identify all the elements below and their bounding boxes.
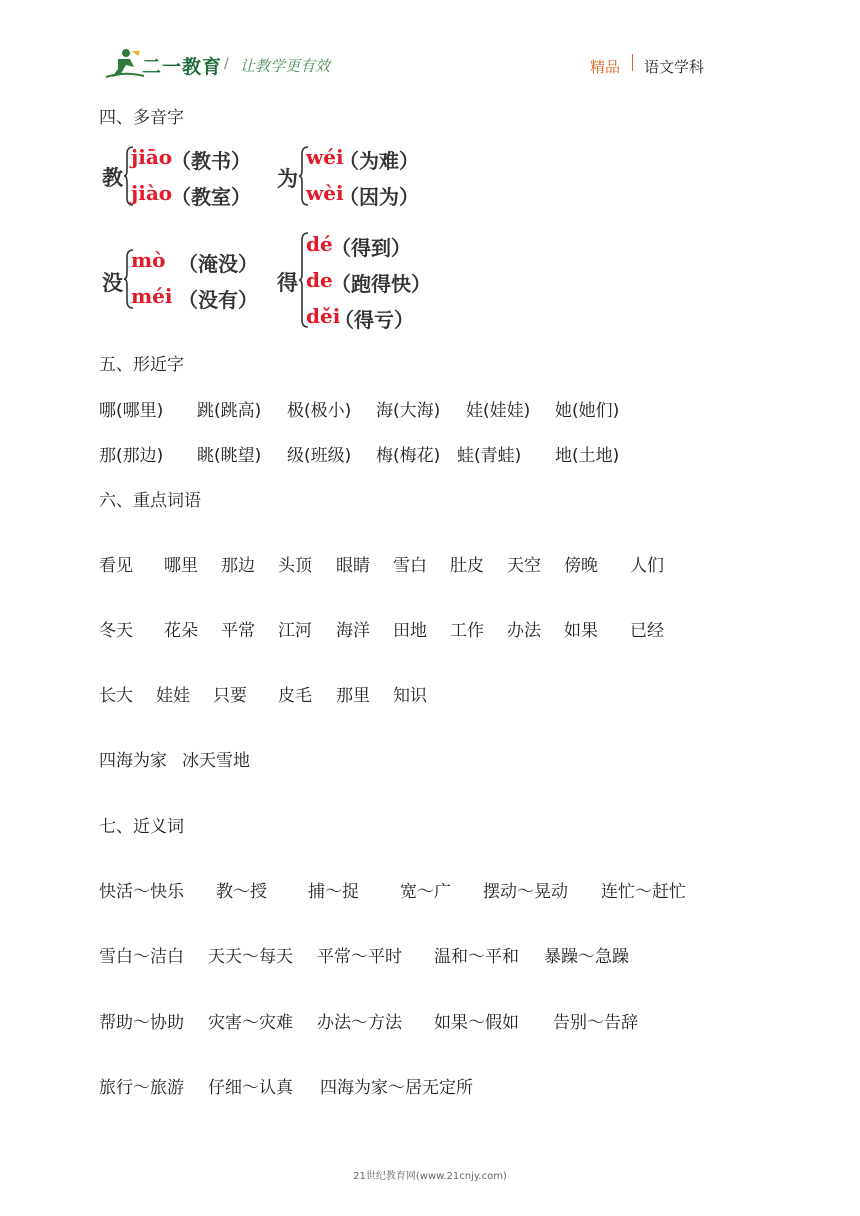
section-title-key-words: 六、重点词语 xyxy=(99,491,201,511)
keyword-item: 娃娃 xyxy=(156,686,190,706)
synonym-pair: 雪白～洁白 xyxy=(99,947,184,967)
keyword-item: 冰天雪地 xyxy=(182,751,250,771)
section-title-synonyms: 七、近义词 xyxy=(99,817,184,837)
synonym-pair: 宽～广 xyxy=(400,882,451,902)
similar-char-item: 蛙(青蛙) xyxy=(457,446,522,466)
similar-char-item: 地(土地) xyxy=(555,446,620,466)
keyword-item: 只要 xyxy=(213,686,247,706)
synonym-pair: 教～授 xyxy=(216,882,267,902)
keyword-item: 长大 xyxy=(99,686,133,706)
example-word: （跑得快） xyxy=(331,272,431,296)
synonym-pair: 温和～平和 xyxy=(434,947,519,967)
similar-char-item: 海(大海) xyxy=(376,401,441,421)
example-word: （因为） xyxy=(339,185,419,209)
pinyin: wèi xyxy=(306,181,344,205)
keyword-item: 田地 xyxy=(393,621,427,641)
example-word: （教室） xyxy=(171,185,251,209)
similar-char-item: 那(那边) xyxy=(99,446,164,466)
keyword-item: 雪白 xyxy=(393,556,427,576)
synonym-pair: 连忙～赶忙 xyxy=(601,882,686,902)
similar-char-item: 眺(眺望) xyxy=(197,446,262,466)
pinyin: de xyxy=(306,268,333,292)
similar-char-item: 级(班级) xyxy=(287,446,352,466)
pinyin: děi xyxy=(306,304,341,328)
example-word: （得到） xyxy=(331,236,411,260)
header-separator xyxy=(632,54,633,71)
brand-name: 二一教育 xyxy=(142,56,223,78)
similar-char-item: 极(极小) xyxy=(287,401,352,421)
polyphone-char: 没 xyxy=(102,270,123,295)
quality-label: 精品 xyxy=(590,58,621,76)
synonym-pair: 暴躁～急躁 xyxy=(544,947,629,967)
similar-char-item: 梅(梅花) xyxy=(376,446,441,466)
synonym-pair: 灾害～灾难 xyxy=(208,1013,293,1033)
keyword-item: 花朵 xyxy=(164,621,198,641)
example-word: （得亏） xyxy=(334,308,414,332)
keyword-item: 头顶 xyxy=(278,556,312,576)
synonym-pair: 办法～方法 xyxy=(317,1013,402,1033)
keyword-item: 冬天 xyxy=(99,621,133,641)
example-word: （教书） xyxy=(171,149,251,173)
header-divider-slash: / xyxy=(224,56,229,72)
example-word: （淹没） xyxy=(178,252,258,276)
brand-slogan: 让教学更有效 xyxy=(240,57,331,75)
similar-char-item: 她(她们) xyxy=(555,401,620,421)
keyword-item: 眼睛 xyxy=(336,556,370,576)
keyword-item: 办法 xyxy=(507,621,541,641)
keyword-item: 知识 xyxy=(393,686,427,706)
keyword-item: 已经 xyxy=(630,621,664,641)
synonym-pair: 告别～告辞 xyxy=(553,1013,638,1033)
keyword-item: 哪里 xyxy=(164,556,198,576)
keyword-item: 傍晚 xyxy=(564,556,598,576)
keyword-item: 人们 xyxy=(630,556,664,576)
similar-char-item: 哪(哪里) xyxy=(99,401,164,421)
example-word: （没有） xyxy=(178,288,258,312)
polyphone-char: 教 xyxy=(102,165,123,190)
synonym-pair: 帮助～协助 xyxy=(99,1013,184,1033)
pinyin: dé xyxy=(306,232,333,256)
keyword-item: 江河 xyxy=(278,621,312,641)
keyword-item: 海洋 xyxy=(336,621,370,641)
polyphone-char: 为 xyxy=(277,166,298,191)
keyword-item: 四海为家 xyxy=(99,751,167,771)
synonym-pair: 仔细～认真 xyxy=(208,1078,293,1098)
synonym-pair: 平常～平时 xyxy=(317,947,402,967)
keyword-item: 平常 xyxy=(221,621,255,641)
example-word: （为难） xyxy=(339,149,419,173)
synonym-pair: 摆动～晃动 xyxy=(483,882,568,902)
subject-label: 语文学科 xyxy=(644,58,705,76)
keyword-item: 皮毛 xyxy=(278,686,312,706)
section-title-polyphones: 四、多音字 xyxy=(99,108,184,128)
keyword-item: 看见 xyxy=(99,556,133,576)
synonym-pair: 四海为家～居无定所 xyxy=(320,1078,473,1098)
synonym-pair: 天天～每天 xyxy=(208,947,293,967)
section-title-similar-chars: 五、形近字 xyxy=(99,355,184,375)
synonym-pair: 快活～快乐 xyxy=(99,882,184,902)
pinyin: jiào xyxy=(131,181,173,205)
synonym-pair: 如果～假如 xyxy=(434,1013,519,1033)
synonym-pair: 旅行～旅游 xyxy=(99,1078,184,1098)
page-footer: 21世纪教育网(www.21cnjy.com) xyxy=(353,1171,507,1182)
keyword-item: 那边 xyxy=(221,556,255,576)
keyword-item: 肚皮 xyxy=(450,556,484,576)
similar-char-item: 娃(娃娃) xyxy=(466,401,531,421)
polyphone-char: 得 xyxy=(277,270,298,295)
keyword-item: 天空 xyxy=(507,556,541,576)
similar-char-item: 跳(跳高) xyxy=(197,401,262,421)
pinyin: méi xyxy=(131,284,173,308)
keyword-item: 那里 xyxy=(336,686,370,706)
keyword-item: 工作 xyxy=(450,621,484,641)
pinyin: wéi xyxy=(306,145,344,169)
pinyin: mò xyxy=(131,248,166,272)
keyword-item: 如果 xyxy=(564,621,598,641)
synonym-pair: 捕～捉 xyxy=(308,882,359,902)
pinyin: jiāo xyxy=(131,145,173,169)
